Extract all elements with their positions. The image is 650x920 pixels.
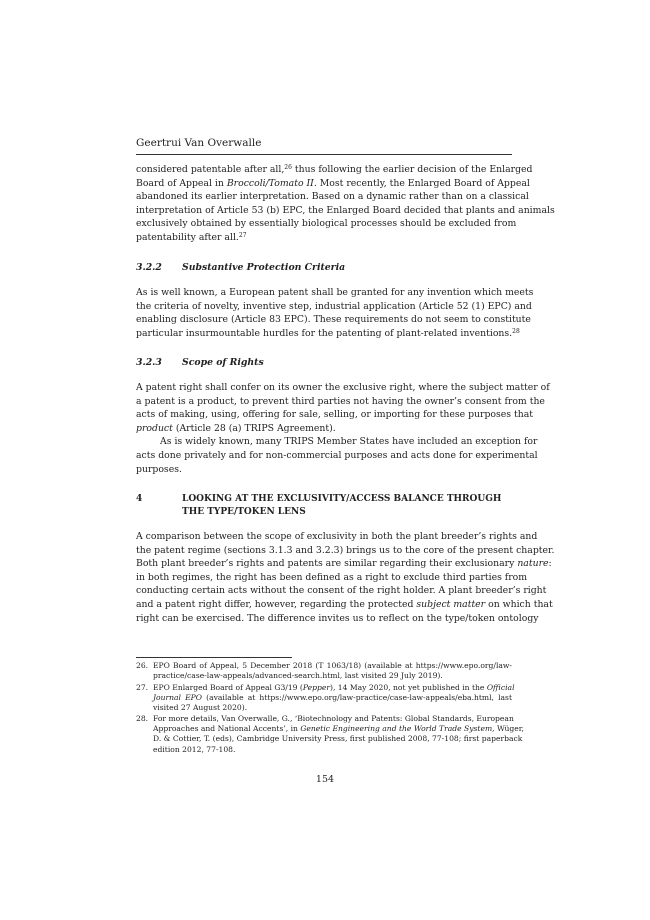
text-line: practice/case-law-appeals/advanced-search.html, last visited 29 July 2019).: [153, 671, 443, 681]
text-line: Approaches and National Accents’, in Genetic Engineering and the World Trade System, Wüger,: [153, 724, 524, 734]
text-line: enabling disclosure (Article 83 EPC). These requirements do not seem to constitute: [136, 314, 531, 326]
text-line: considered patentable after all,$^{26}$ thus following the earlier decision of the Enlarged: [136, 164, 533, 175]
text-line: right can be exercised. The difference invites us to reflect on the type/token ontology: [136, 612, 539, 624]
section-number: 3.2.3: [136, 357, 162, 368]
text-line: For more details, Van Overwalle, G., ‘Biotechnology and Patents: Global Standards, European: [153, 714, 514, 723]
section-title: LOOKING AT THE EXCLUSIVITY/ACCESS BALANCE THROUGH THE TYPE/TOKEN LENS: [182, 494, 502, 517]
text-line: A patent right shall confer on its owner the exclusive right, where the subject matter of: [136, 382, 550, 393]
running-header-author: Geertrui Van Overwalle: [136, 137, 262, 149]
footnote-number: 28.: [136, 714, 149, 723]
text-line: Journal EPO (available at https://www.epo.org/law-practice/case-law-appeals/eba.html, last: [153, 693, 513, 703]
header-rule: [136, 154, 512, 155]
text-line: interpretation of Article 53 (b) EPC, the Enlarged Board decided that plants and animals: [136, 204, 555, 216]
text-line: in both regimes, the right has been defined as a right to exclude third parties from: [136, 571, 528, 583]
text-line: EPO Enlarged Board of Appeal G3/19 (Pepper), 14 May 2020, not yet published in the Official: [153, 683, 515, 692]
text-line: visited 27 August 2020).: [153, 703, 248, 713]
text-line: acts of making, using, offering for sale, selling, or importing for these purposes that: [136, 409, 534, 421]
footnote-ref-28[interactable]: 28: [512, 327, 520, 335]
text-line: product (Article 28 (a) TRIPS Agreement).: [136, 422, 336, 434]
paragraph-intro: [136, 163, 555, 245]
section-title: Substantive Protection Criteria: [182, 262, 346, 273]
text-line: the criteria of novelty, inventive step, industrial application (Article 52 (1) EPC) and: [136, 300, 532, 312]
section-number: 4: [136, 494, 143, 504]
text-line: the patent regime (sections 3.1.3 and 3.2.3) brings us to the core of the present chapter.: [136, 544, 555, 556]
text-line: purposes.: [136, 463, 182, 475]
text-line: and a patent right differ, however, regarding the protected subject matter on which that: [136, 598, 553, 610]
footnote-ref-26[interactable]: 26: [284, 164, 292, 171]
section-title: Scope of Rights: [182, 357, 264, 368]
text-line: conducting certain acts without the consent of the right holder. A plant breeder’s right: [136, 585, 547, 597]
text-line: D. & Cottier, T. (eds), Cambridge University Press, first published 2008, 77-108; first paperback: [153, 734, 523, 744]
text-line: As is widely known, many TRIPS Member States have included an exception for: [160, 436, 538, 448]
text-line: particular insurmountable hurdles for the patenting of plant-related inventions.$^{28}$: [136, 327, 520, 339]
text-line: abandoned its earlier interpretation. Based on a dynamic rather than on a classical: [136, 191, 529, 203]
footnote-separator: [136, 657, 292, 658]
text-line: edition 2012, 77-108.: [153, 744, 236, 754]
text-line: Both plant breeder’s rights and patents are similar regarding their exclusionary nature:: [136, 558, 552, 570]
paragraph-scope-of-rights: [136, 381, 550, 476]
paragraph-protection-criteria: [136, 286, 534, 340]
section-number: 3.2.2: [136, 262, 162, 273]
text-line: Board of Appeal in Broccoli/Tomato II. Most recently, the Enlarged Board of Appeal: [136, 177, 530, 189]
footnote-number: 26.: [136, 661, 149, 670]
text-line: As is well known, a European patent shall be granted for any invention which meets: [136, 287, 534, 298]
text-line: A comparison between the scope of exclusivity in both the plant breeder’s rights and: [136, 531, 538, 542]
text-line: exclusively obtained by essentially biological processes should be excluded from: [136, 218, 517, 230]
text-line: patentability after all.$^{27}$: [136, 231, 247, 243]
text-line: EPO Board of Appeal, 5 December 2018 (T 1063/18) (available at https://www.epo.org/law-: [153, 661, 512, 670]
text-line: a patent is a product, to prevent third parties not having the owner’s consent from the: [136, 395, 545, 407]
page-number: 154: [315, 774, 335, 785]
footnote-ref-27[interactable]: 27: [238, 231, 247, 239]
footnote-number: 27.: [136, 683, 149, 692]
text-line: acts done privately and for non-commercial purposes and acts done for experimental: [136, 449, 538, 461]
paragraph-type-token: [136, 530, 555, 625]
